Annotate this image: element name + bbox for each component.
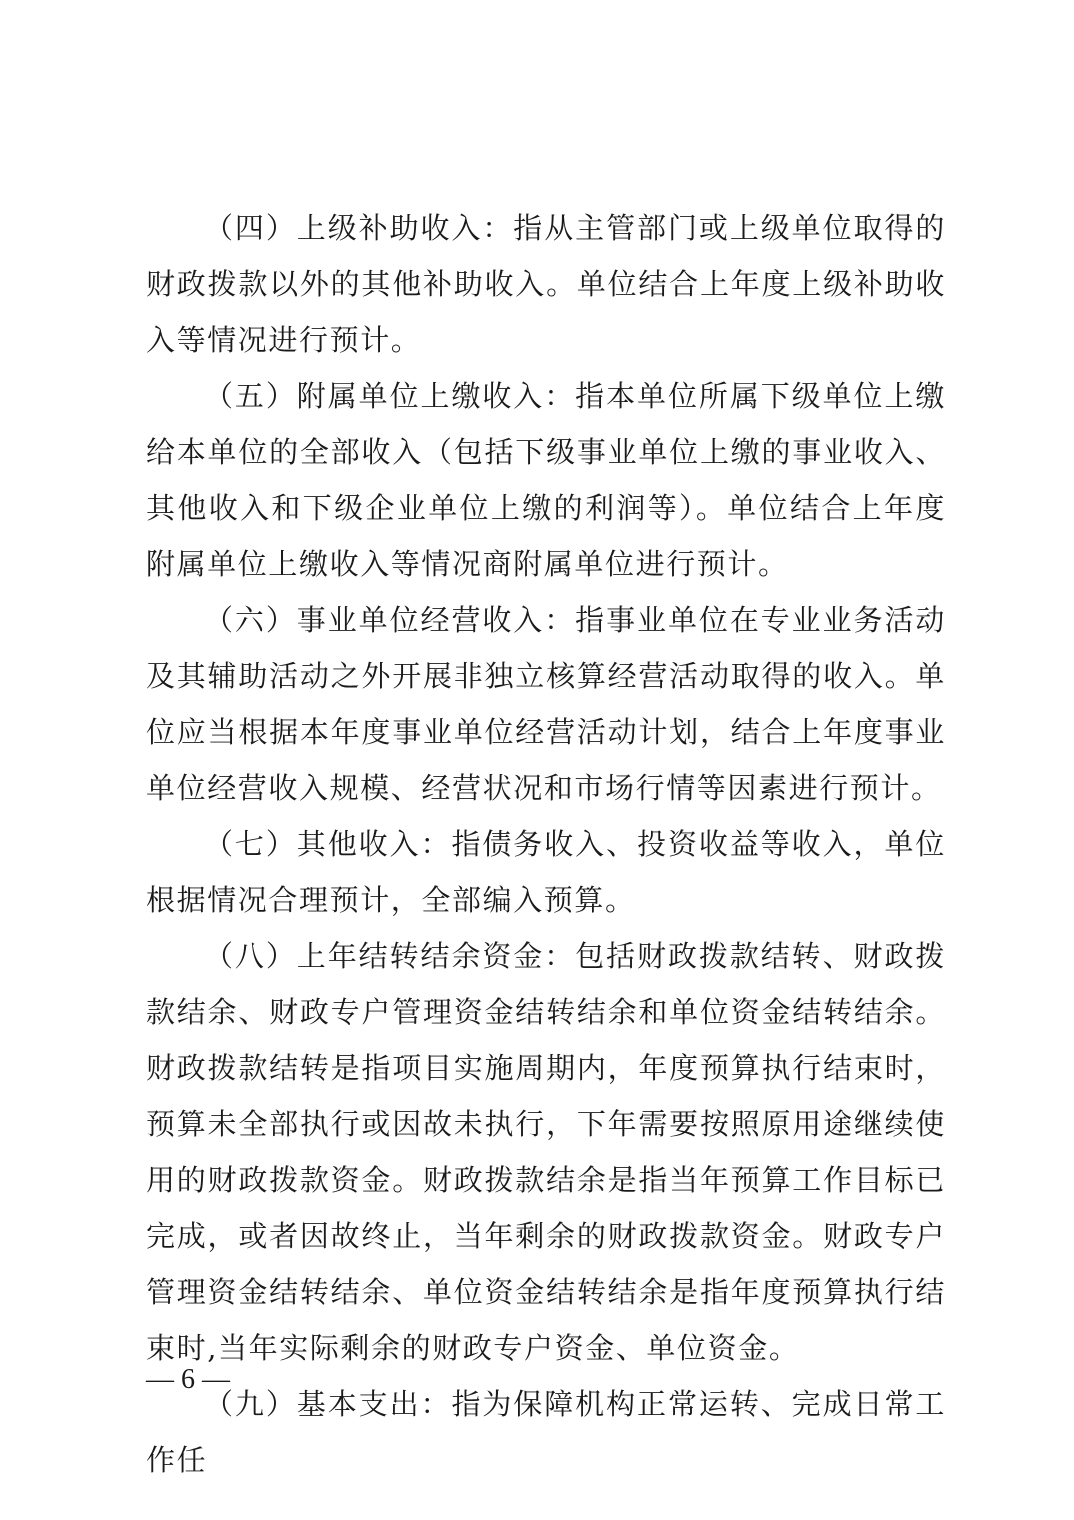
document-body <box>146 200 946 1488</box>
paragraph-basic-expenditure: （九）基本支出：指为保障机构正常运转、完成日常工作任 <box>146 1387 946 1477</box>
page-number: — 6 — <box>146 1364 230 1395</box>
paragraph-prior-year-carryover-funds: （八）上年结转结余资金：包括财政拨款结转、财政拨款结余、财政专户管理资金结转结余和单位资金结转结余。财政拨款结转是指项目实施周期内，年度预算执行结束时，预算未全部执行或因故未执行，下年需要按照原用途继续使用的财政拨款资金。财政拨款结余是指当年预算工作目标已完成，或者因故终止，当年剩余的财政拨款资金。财政专户管理资金结转结余、单位资金结转结余是指年度预算执行结束时,当年实际剩余的财政专户资金、单位资金。 <box>146 939 946 1365</box>
paragraph-superior-subsidy-income: （四）上级补助收入：指从主管部门或上级单位取得的财政拨款以外的其他补助收入。单位结合上年度上级补助收入等情况进行预计。 <box>146 211 946 357</box>
paragraph-public-institution-operating-income: （六）事业单位经营收入：指事业单位在专业业务活动及其辅助活动之外开展非独立核算经营活动取得的收入。单位应当根据本年度事业单位经营活动计划，结合上年度事业单位经营收入规模、经营状况和市场行情等因素进行预计。 <box>146 603 946 805</box>
paragraph-other-income: （七）其他收入：指债务收入、投资收益等收入，单位根据情况合理预计，全部编入预算。 <box>146 827 946 917</box>
paragraph-affiliated-unit-remittance-income: （五）附属单位上缴收入：指本单位所属下级单位上缴给本单位的全部收入（包括下级事业单位上缴的事业收入、其他收入和下级企业单位上缴的利润等）。单位结合上年度附属单位上缴收入等情况商附属单位进行预计。 <box>146 379 946 581</box>
